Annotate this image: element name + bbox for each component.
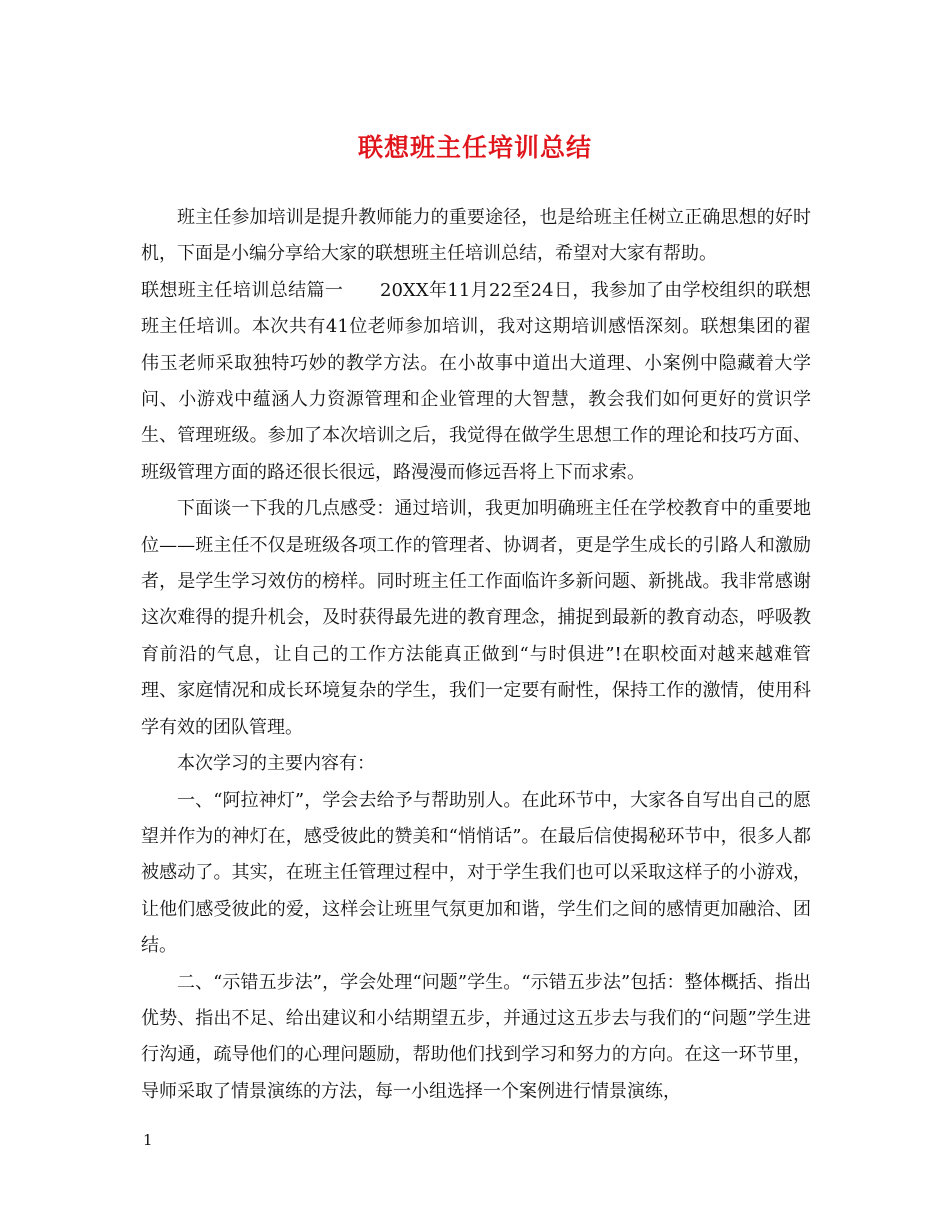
- paragraph-intro: 班主任参加培训是提升教师能力的重要途径，也是给班主任树立正确思想的好时机，下面是小编分享给大家的联想班主任培训总结，希望对大家有帮助。: [141, 207, 811, 265]
- document-body: [141, 200, 811, 1110]
- paragraph-part-one: 联想班主任培训总结篇一 20XX年11月22至24日，我参加了由学校组织的联想班主任培训。本次共有41位老师参加培训，我对这期培训感悟深刻。联想集团的翟伟玉老师采取独特巧妙的教学方法。在小故事中道出大道理、小案例中隐藏着大学问、小游戏中蕴涵人力资源管理和企业管理的大智慧，教会我们如何更好的赏识学生、管理班级。参加了本次培训之后，我觉得在做学生思想工作的理论和技巧方面、班级管理方面的路还很长很远，路漫漫而修远吾将上下而求索。: [141, 279, 811, 483]
- document-title: 联想班主任培训总结: [357, 133, 592, 162]
- paragraph-feelings: 下面谈一下我的几点感受：通过培训，我更加明确班主任在学校教育中的重要地位——班主任不仅是班级各项工作的管理者、协调者，更是学生成长的引路人和激励者，是学生学习效仿的榜样。同时班主任工作面临许多新问题、新挑战。我非常感谢这次难得的提升机会，及时获得最先进的教育理念，捕捉到最新的教育动态，呼吸教育前沿的气息，让自己的工作方法能真正做到“与时俱进”!在职校面对越来越难管理、家庭情况和成长环境复杂的学生，我们一定要有耐性，保持工作的激情，使用科学有效的团队管理。: [141, 498, 811, 738]
- paragraph-item-one: 一、“阿拉神灯”，学会去给予与帮助别人。在此环节中，大家各自写出自己的愿望并作为的神灯在，感受彼此的赞美和“悄悄话”。在最后信使揭秘环节中，很多人都被感动了。其实，在班主任管理过程中，对于学生我们也可以采取这样子的小游戏，让他们感受彼此的爱，这样会让班里气氛更加和谐，学生们之间的感情更加融洽、团结。: [141, 789, 811, 957]
- paragraph-content-heading: 本次学习的主要内容有：: [177, 753, 375, 775]
- page-number: 1: [143, 1131, 153, 1149]
- paragraph-item-two: 二、“示错五步法”，学会处理“问题”学生。“示错五步法”包括：整体概括、指出优势、指出不足、给出建议和小结期望五步，并通过这五步去与我们的“问题”学生进行沟通，疏导他们的心理问题励，帮助他们找到学习和努力的方向。在这一环节里，导师采取了情景演练的方法，每一小组选择一个案例进行情景演练，: [141, 971, 811, 1102]
